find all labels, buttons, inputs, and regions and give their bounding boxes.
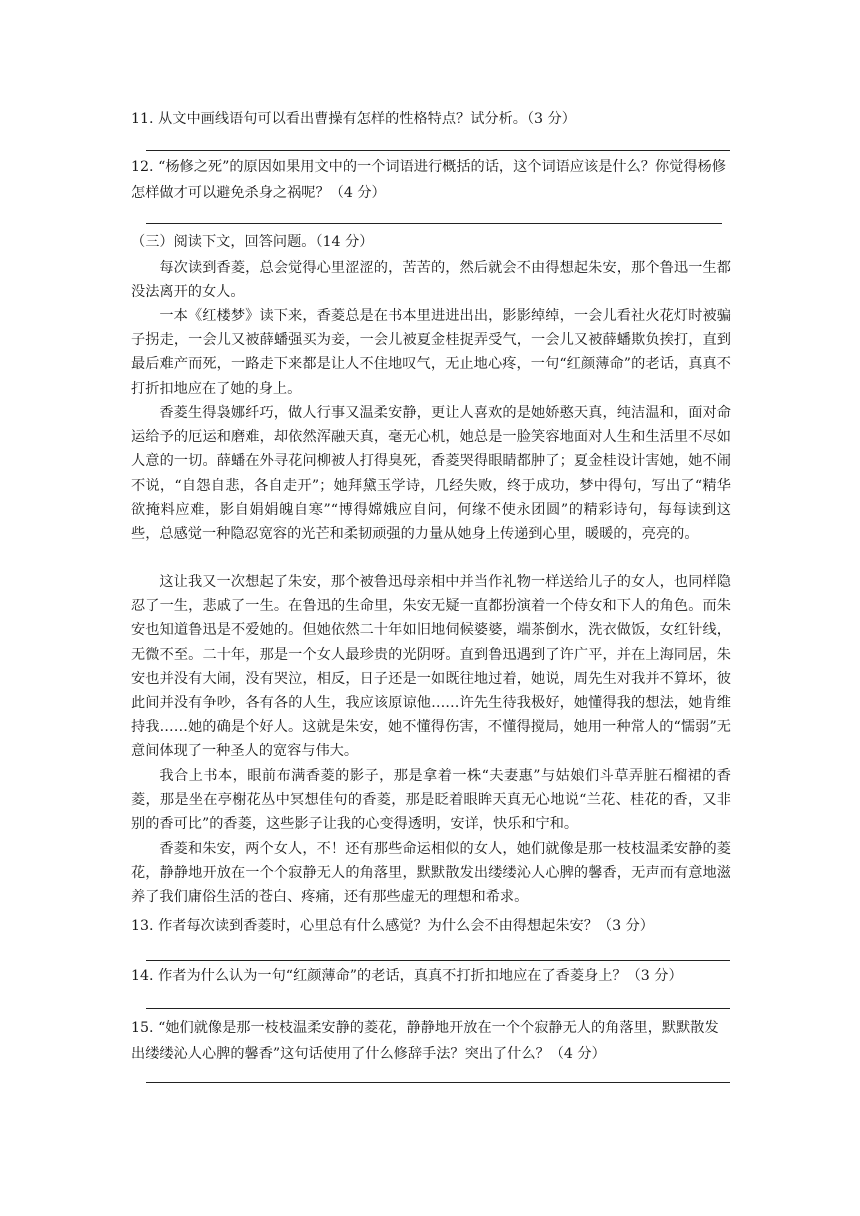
section-heading: （三）阅读下文，回答问题。（14 分） <box>131 234 374 250</box>
passage-paragraph-4: 这让我又一次想起了朱安，那个被鲁迅母亲相中并当作礼物一样送给儿子的女人，也同样隐忍了一生，悲戚了一生。在鲁迅的生命里，朱安无疑一直都扮演着一个侍女和下人的角色。而朱安也知道鲁迅是不爱她的。但她依然二十年如旧地伺候婆婆，端茶倒水，洗衣做饭，女红针线，无微不至。二十年，那是一个女人最珍贵的光阴呀。直到鲁迅遇到了许广平，并在上海同居，朱安也并没有大闹，没有哭泣，相反，日子还是一如既往地过着，她说，周先生对我并不算坏，彼此间并没有争吵，各有各的人生，我应该原谅他……许先生待我极好，她懂得我的想法，她肯维持我……她的确是个好人。这就是朱安，她不懂得伤害，不懂得搅局，她用一种常人的“懦弱”无意间体现了一种圣人的宽容与伟大。 <box>131 574 731 760</box>
question-15: 15. “她们就像是那一枝枝温柔安静的菱花，静静地开放在一个个寂静无人的角落里，默默散发出缕缕沁人心脾的馨香”这句话使用了什么修辞手法？突出了什么？（4 分） <box>131 1020 719 1062</box>
answer-line-14[interactable] <box>146 1008 730 1009</box>
passage-paragraph-1: 每次读到香菱，总会觉得心里涩涩的，苦苦的，然后就会不由得想起朱安，那个鲁迅一生都没法离开的女人。 <box>131 260 731 301</box>
answer-line-15[interactable] <box>146 1082 730 1083</box>
passage-paragraph-3: 香菱生得袅娜纤巧，做人行事又温柔安静，更让人喜欢的是她娇憨天真，纯洁温和，面对命运给予的厄运和磨难，却依然浑融天真，毫无心机，她总是一脸笑容地面对人生和生活里不尽如人意的一切。薛蟠在外寻花问柳被人打得臭死，香菱哭得眼睛都肿了；夏金桂设计害她，她不闹不说，“自怨自悲，各自走开”；她拜黛玉学诗，几经失败，终于成功，梦中得句，写出了“精华欲掩料应难，影自娟娟魄自寒”“博得嫦娥应自问，何缘不使永团圆”的精彩诗句，每每读到这些，总感觉一种隐忍宽容的光芒和柔韧顽强的力量从她身上传递到心里，暖暖的，亮亮的。 <box>131 405 731 543</box>
question-14: 14. 作者为什么认为一句“红颜薄命”的老话，真真不打折扣地应在了香菱身上？（3 分） <box>131 968 683 984</box>
answer-line-11[interactable] <box>146 150 730 151</box>
question-12: 12. “杨修之死”的原因如果用文中的一个词语进行概括的话，这个词语应该是什么？你觉得杨修怎样做才可以避免杀身之祸呢？（4 分） <box>131 159 726 201</box>
question-11: 11. 从文中画线语句可以看出曹操有怎样的性格特点？试分析。（3 分） <box>131 111 576 127</box>
passage-paragraph-2: 一本《红楼梦》读下来，香菱总是在书本里进进出出，影影绰绰，一会儿看社火花灯时被骗子拐走，一会儿又被薛蟠强买为妾，一会儿被夏金桂捉弄受气，一会儿又被薛蟠欺负挨打，直到最后难产而死，一路走下来都是让人不住地叹气，无止地心疼，一句“红颜薄命”的老话，真真不打折扣地应在了她的身上。 <box>131 308 731 397</box>
answer-line-13[interactable] <box>146 960 730 961</box>
answer-line-12[interactable] <box>146 223 722 224</box>
question-13: 13. 作者每次读到香菱时，心里总有什么感觉？为什么会不由得想起朱安？（3 分） <box>131 918 654 934</box>
passage-paragraph-6: 香菱和朱安，两个女人，不！还有那些命运相似的女人，她们就像是那一枝枝温柔安静的菱花，静静地开放在一个个寂静无人的角落里，默默散发出缕缕沁人心脾的馨香，无声而有意地滋养了我们庸俗生活的苍白、疼痛，还有那些虚无的理想和希求。 <box>131 841 731 906</box>
passage-paragraph-5: 我合上书本，眼前布满香菱的影子，那是拿着一株“夫妻惠”与姑娘们斗草弄脏石榴裙的香菱，那是坐在亭榭花丛中冥想佳句的香菱，那是眨着眼眸天真无心地说“兰花、桂花的香，又非别的香可比”的香菱，这些影子让我的心变得透明，安详，快乐和宁和。 <box>131 768 731 833</box>
